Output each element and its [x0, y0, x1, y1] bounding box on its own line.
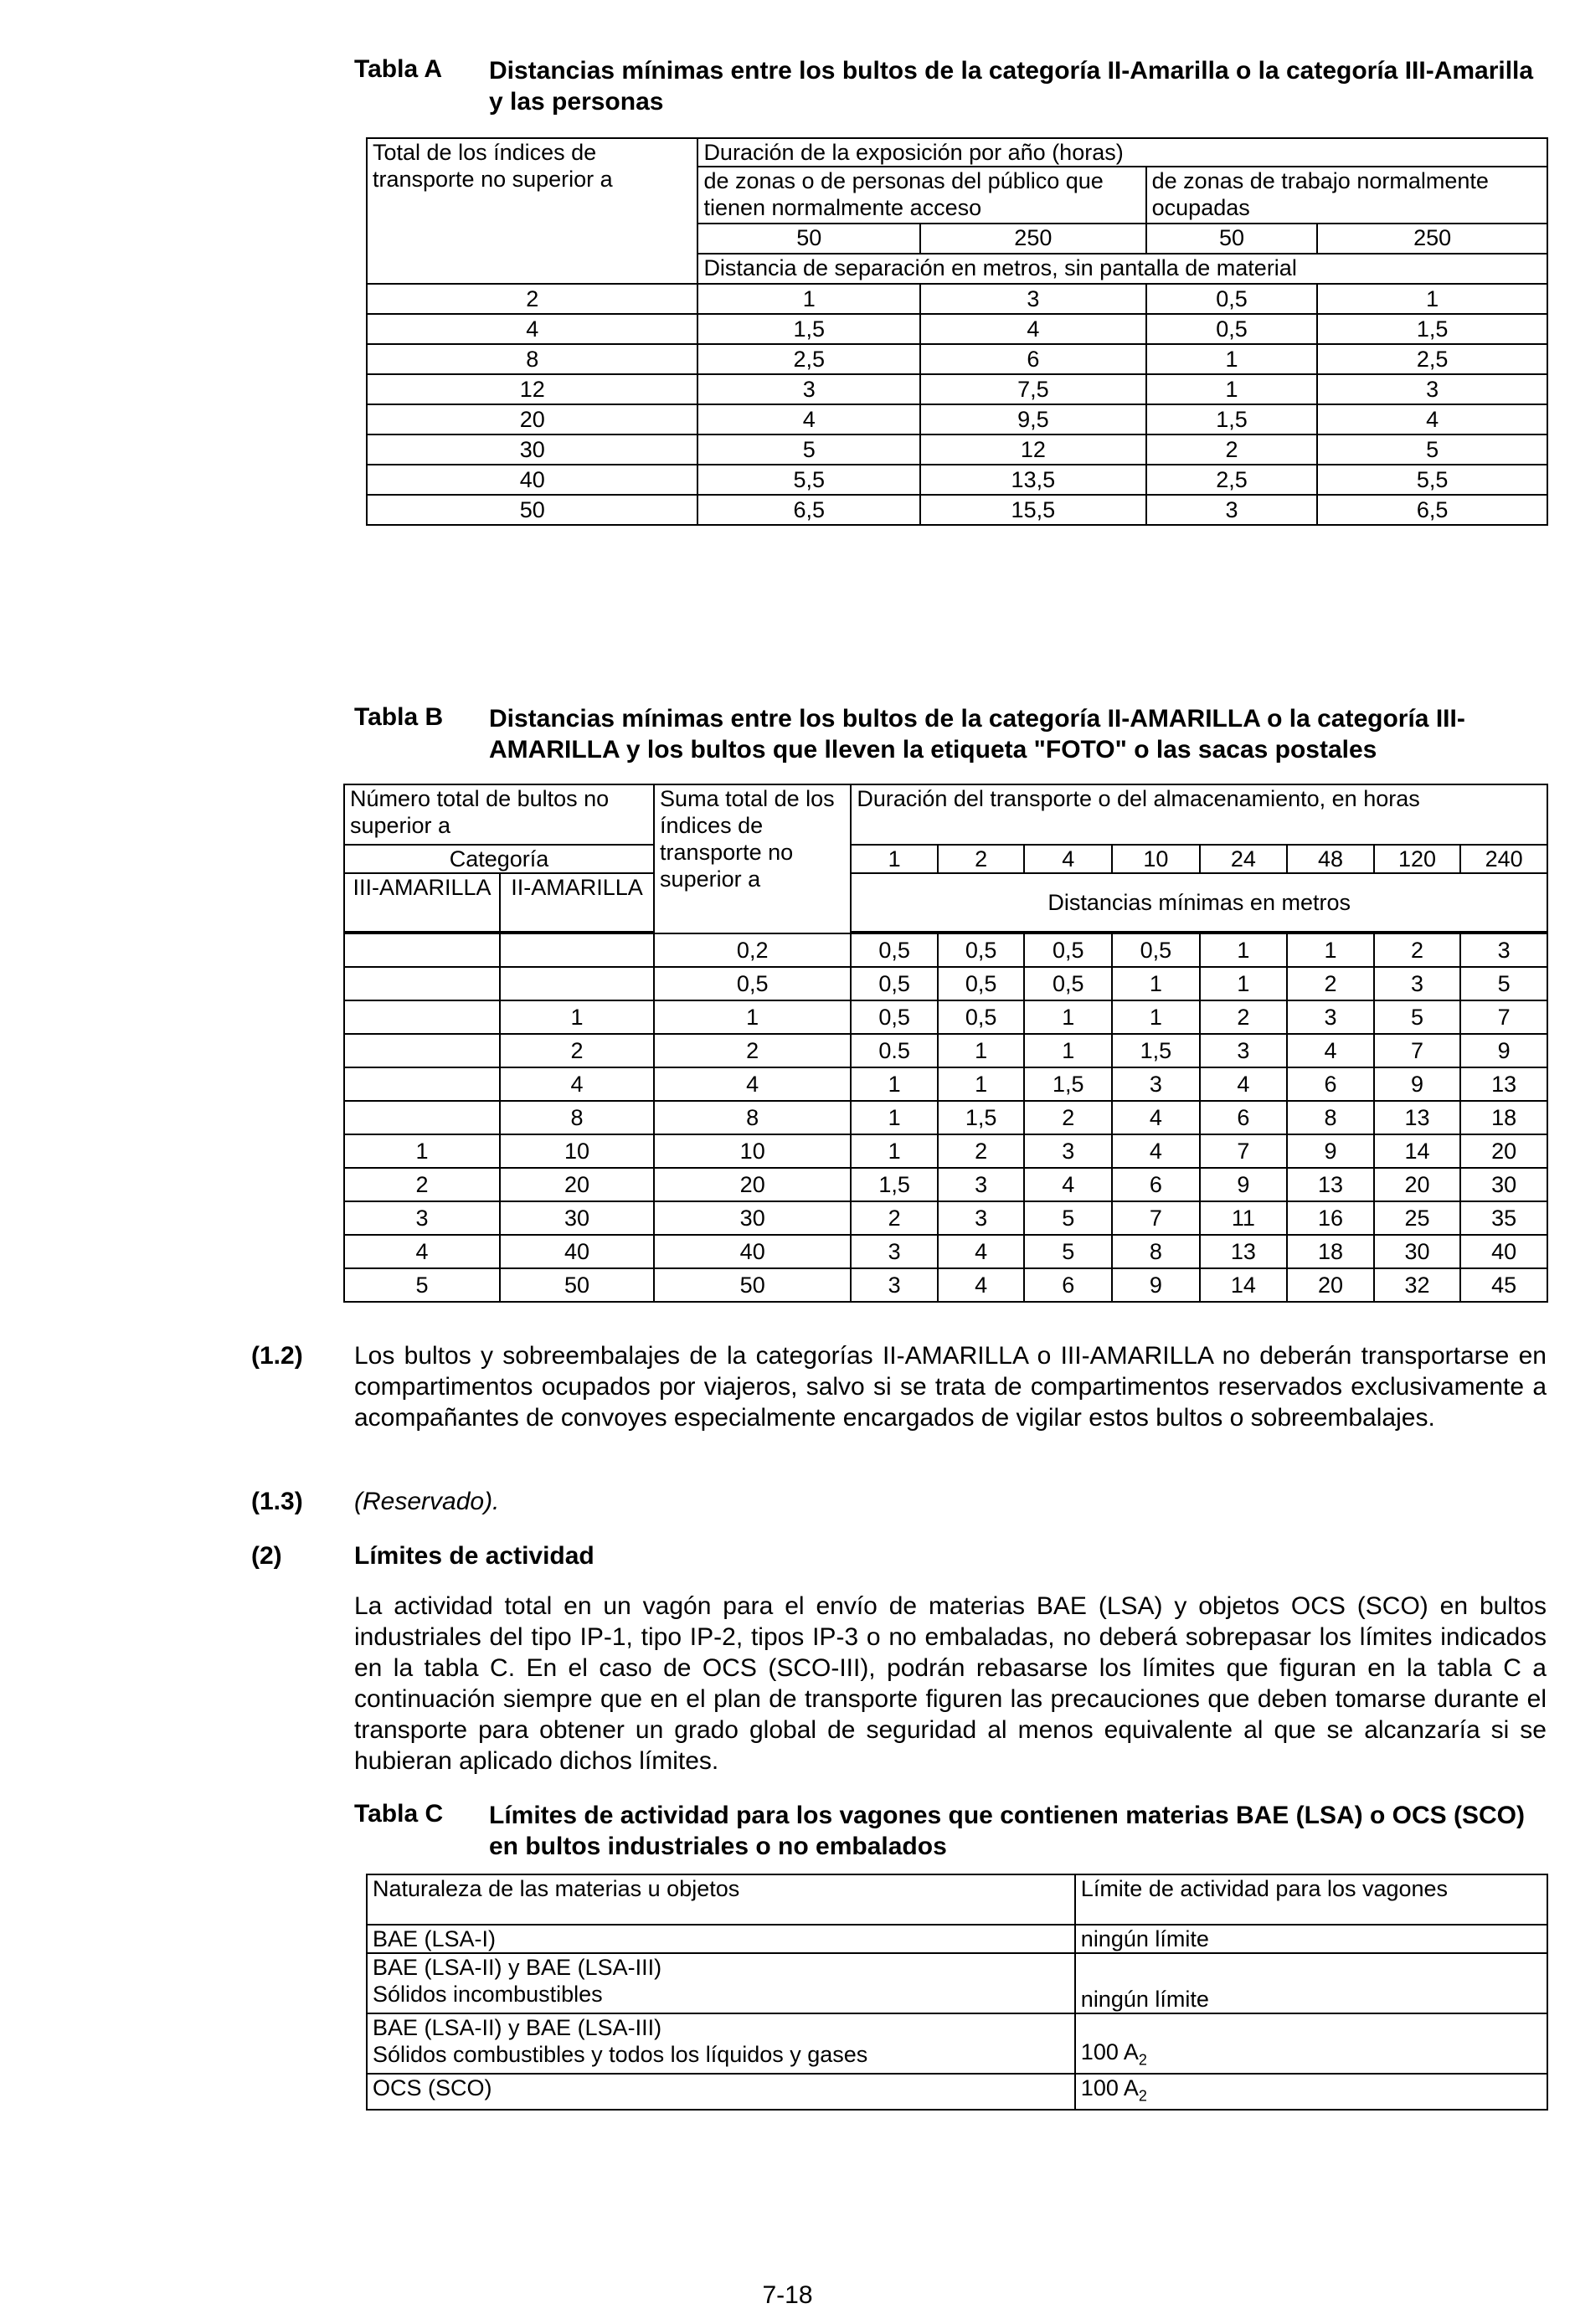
table-cell: 3	[344, 1201, 500, 1235]
table-row	[367, 434, 1547, 465]
table-cell: 5	[1024, 1201, 1112, 1235]
table-cell: 0,5	[1146, 284, 1318, 314]
table-row	[344, 1235, 1547, 1268]
table-c-cell-line: Sólidos incombustibles	[373, 1982, 603, 2007]
table-cell: 4	[938, 1235, 1025, 1268]
table-cell: 9	[1374, 1067, 1461, 1101]
table-cell: 2	[851, 1201, 938, 1235]
page-number: 7-18	[762, 2281, 813, 2309]
table-cell: 1	[938, 1067, 1025, 1101]
table-cell: 3	[1374, 967, 1461, 1000]
table-cell: 4	[697, 404, 920, 434]
table-cell: 0,5	[851, 967, 938, 1000]
table-cell: 13	[1460, 1067, 1547, 1101]
table-cell: 1	[654, 1000, 851, 1034]
table-cell: 8	[654, 1101, 851, 1134]
table-c-value: 100 A	[1080, 2075, 1139, 2100]
table-cell: 7	[1374, 1034, 1461, 1067]
table-b-header-number: Número total de bultos no superior a	[344, 784, 654, 845]
para-2-text: La actividad total en un vagón para el envío de materias BAE (LSA) y objetos OCS (SCO) en bultos industriales del tipo IP-1, tipo IP-2, tipos IP-3 o no embaladas, no deberá sobrepasar los límites indicados en la tabla C. En el caso de OCS (SCO-III), podrán rebasarse los límites que figuran en la tabla C a continuación siempre que en el plan de transporte figuren las precauciones que deben tomarse durante el transporte para obtener un grado global de seguridad al menos equivalente al que se alcanzaría si se hubieran aplicado dichos límites.	[354, 1592, 1547, 1775]
table-cell: 1,5	[851, 1168, 938, 1201]
table-cell: 0,5	[938, 1000, 1025, 1034]
table-c-cell-line: BAE (LSA-II) y BAE (LSA-III)	[373, 2015, 662, 2040]
table-b-header-iii-amarilla: III-AMARILLA	[344, 873, 500, 932]
table-c-cell: OCS (SCO)	[367, 2074, 1075, 2110]
table-b-hours-cell: 1	[851, 845, 938, 873]
table-cell: 6	[920, 344, 1146, 374]
table-cell: 3	[697, 374, 920, 404]
table-cell: 40	[654, 1235, 851, 1268]
table-c-cell-line: BAE (LSA-II) y BAE (LSA-III)	[373, 1955, 662, 1980]
table-cell: 0,5	[851, 1000, 938, 1034]
table-row	[344, 1134, 1547, 1168]
table-cell: 20	[1374, 1168, 1461, 1201]
table-cell: 2	[1374, 933, 1461, 967]
table-cell: 50	[500, 1268, 654, 1302]
table-cell: 1	[1024, 1034, 1112, 1067]
table-cell: 1	[697, 284, 920, 314]
table-c-cell	[367, 1953, 1075, 2013]
table-cell: 1,5	[697, 314, 920, 344]
table-cell: 1	[1112, 1000, 1200, 1034]
table-cell: 30	[367, 434, 697, 465]
table-cell: 0,5	[851, 933, 938, 967]
table-row	[344, 1201, 1547, 1235]
table-cell: 4	[500, 1067, 654, 1101]
table-cell: 9	[1200, 1168, 1288, 1201]
table-row	[344, 1034, 1547, 1067]
table-cell: 15,5	[920, 495, 1146, 525]
table-cell: 40	[367, 465, 697, 495]
table-cell: 10	[500, 1134, 654, 1168]
table-cell: 8	[1287, 1101, 1374, 1134]
table-cell: 3	[1024, 1134, 1112, 1168]
table-cell: 2	[1146, 434, 1318, 465]
table-cell: 20	[654, 1168, 851, 1201]
table-cell: 9	[1460, 1034, 1547, 1067]
table-cell: 13	[1287, 1168, 1374, 1201]
table-cell: 14	[1374, 1134, 1461, 1168]
table-cell: 6	[1200, 1101, 1288, 1134]
table-cell: 2	[1024, 1101, 1112, 1134]
table-cell	[344, 1000, 500, 1034]
table-row	[367, 404, 1547, 434]
table-cell: 1,5	[1146, 404, 1318, 434]
table-row	[344, 1067, 1547, 1101]
table-cell: 5	[1374, 1000, 1461, 1034]
table-cell: 8	[1112, 1235, 1200, 1268]
table-cell: 6,5	[697, 495, 920, 525]
table-cell: 2	[367, 284, 697, 314]
table-cell: 1	[1146, 374, 1318, 404]
table-cell: 1	[1200, 933, 1288, 967]
table-row	[367, 344, 1547, 374]
table-cell: 1,5	[1024, 1067, 1112, 1101]
table-cell: 18	[1287, 1235, 1374, 1268]
table-cell	[344, 1034, 500, 1067]
table-cell: 8	[367, 344, 697, 374]
table-b-hours-cell: 48	[1287, 845, 1374, 873]
table-c-cell	[1075, 2074, 1547, 2110]
table-cell: 1	[938, 1034, 1025, 1067]
table-cell: 3	[1317, 374, 1547, 404]
table-cell: 6,5	[1317, 495, 1547, 525]
table-cell: 8	[500, 1101, 654, 1134]
table-row	[344, 933, 1547, 967]
table-cell: 4	[1200, 1067, 1288, 1101]
table-cell: 7	[1460, 1000, 1547, 1034]
table-cell: 12	[367, 374, 697, 404]
para-1-2-text: Los bultos y sobreembalajes de la categorías II-AMARILLA o III-AMARILLA no deberán transportarse en compartimentos ocupados por viajeros, salvo si se trata de compartimentos reservados exclusivamente a acompañantes de convoyes especialmente encargados de vigilar estos bultos o sobreembalajes.	[354, 1342, 1547, 1432]
table-cell: 1,5	[1112, 1034, 1200, 1067]
table-row	[367, 495, 1547, 525]
table-cell: 5	[1460, 967, 1547, 1000]
table-row	[367, 374, 1547, 404]
table-cell	[500, 933, 654, 967]
table-cell: 45	[1460, 1268, 1547, 1302]
table-cell: 10	[654, 1134, 851, 1168]
table-a-hours-cell: 50	[1146, 224, 1318, 254]
para-1-2-number: (1.2)	[251, 1342, 303, 1370]
table-cell: 30	[654, 1201, 851, 1235]
table-cell: 2,5	[697, 344, 920, 374]
table-cell: 3	[920, 284, 1146, 314]
table-b-hours-cell: 2	[938, 845, 1025, 873]
table-cell: 50	[654, 1268, 851, 1302]
table-cell: 3	[851, 1235, 938, 1268]
table-cell: 7	[1112, 1201, 1200, 1235]
table-cell: 0.5	[851, 1034, 938, 1067]
para-1-3-number: (1.3)	[251, 1488, 303, 1515]
table-a-hours-cell: 50	[697, 224, 920, 254]
table-cell: 4	[367, 314, 697, 344]
table-cell: 1	[851, 1134, 938, 1168]
table-cell: 3	[1112, 1067, 1200, 1101]
table-row	[344, 1000, 1547, 1034]
table-b-header-sum: Suma total de los índices de transporte no superior a	[654, 784, 851, 933]
table-cell: 25	[1374, 1201, 1461, 1235]
table-cell: 1	[1146, 344, 1318, 374]
table-cell: 1	[851, 1067, 938, 1101]
table-a-title: Distancias mínimas entre los bultos de la categoría II-Amarilla o la categoría III-Amarilla y las personas	[489, 57, 1534, 116]
table-cell: 32	[1374, 1268, 1461, 1302]
table-cell	[344, 1067, 500, 1101]
table-c-cell: BAE (LSA-I)	[367, 1925, 1075, 1953]
table-c-cell	[367, 2013, 1075, 2074]
table-cell: 2	[344, 1168, 500, 1201]
table-row	[367, 314, 1547, 344]
table-a	[366, 137, 1548, 526]
table-cell	[344, 1101, 500, 1134]
table-row	[344, 1101, 1547, 1134]
table-cell: 1	[344, 1134, 500, 1168]
table-a-header-public: de zonas o de personas del público que tienen normalmente acceso	[697, 167, 1145, 224]
table-cell: 1	[1200, 967, 1288, 1000]
table-c	[366, 1874, 1548, 2111]
table-c-title: Límites de actividad para los vagones que contienen materias BAE (LSA) o OCS (SCO) en bultos industriales o no embalados	[489, 1802, 1525, 1860]
table-cell: 40	[500, 1235, 654, 1268]
table-cell: 7	[1200, 1134, 1288, 1168]
table-cell: 2	[1287, 967, 1374, 1000]
table-cell: 2	[1200, 1000, 1288, 1034]
table-b-hours-cell: 10	[1112, 845, 1200, 873]
table-cell: 0,5	[938, 933, 1025, 967]
table-cell: 0,5	[1146, 314, 1318, 344]
table-a-label: Tabla A	[354, 55, 443, 83]
table-cell: 13	[1374, 1101, 1461, 1134]
table-cell: 20	[1460, 1134, 1547, 1168]
table-cell: 6	[1024, 1268, 1112, 1302]
table-cell: 3	[1200, 1034, 1288, 1067]
table-c-header-nature: Naturaleza de las materias u objetos	[367, 1874, 1075, 1925]
table-cell: 4	[938, 1268, 1025, 1302]
table-cell: 5	[344, 1268, 500, 1302]
table-cell: 12	[920, 434, 1146, 465]
table-cell: 11	[1200, 1201, 1288, 1235]
table-c-cell: ningún límite	[1075, 1925, 1547, 1953]
table-cell: 20	[367, 404, 697, 434]
table-c-cell	[1075, 2013, 1547, 2074]
table-cell: 3	[1146, 495, 1318, 525]
table-cell: 30	[500, 1201, 654, 1235]
table-a-header-work: de zonas de trabajo normalmente ocupadas	[1146, 167, 1547, 224]
table-a-body	[367, 284, 1547, 525]
table-c-cell: ningún límite	[1075, 1953, 1547, 2013]
table-a-hours-cell: 250	[1317, 224, 1547, 254]
table-b-body	[344, 933, 1547, 1302]
table-a-header-distance: Distancia de separación en metros, sin pantalla de material	[697, 254, 1547, 284]
table-cell: 5	[1317, 434, 1547, 465]
table-cell: 4	[344, 1235, 500, 1268]
table-cell: 6	[1287, 1067, 1374, 1101]
table-cell: 30	[1374, 1235, 1461, 1268]
table-cell: 0,5	[1112, 933, 1200, 967]
table-c-value: 100 A	[1080, 2039, 1139, 2064]
table-cell: 1	[500, 1000, 654, 1034]
table-cell: 16	[1287, 1201, 1374, 1235]
table-cell: 1	[1024, 1000, 1112, 1034]
table-cell	[344, 933, 500, 967]
table-cell: 1	[1112, 967, 1200, 1000]
table-cell	[344, 967, 500, 1000]
table-cell: 13	[1200, 1235, 1288, 1268]
table-b-header-ii-amarilla: II-AMARILLA	[500, 873, 654, 932]
table-cell: 20	[1287, 1268, 1374, 1302]
table-c-label: Tabla C	[354, 1800, 444, 1828]
table-b-hours-cell: 4	[1024, 845, 1112, 873]
table-cell: 1	[1317, 284, 1547, 314]
table-cell: 3	[851, 1268, 938, 1302]
table-cell: 20	[500, 1168, 654, 1201]
table-cell: 0,2	[654, 933, 851, 967]
table-cell: 14	[1200, 1268, 1288, 1302]
table-row	[367, 284, 1547, 314]
table-cell: 2	[500, 1034, 654, 1067]
table-cell: 6	[1112, 1168, 1200, 1201]
table-cell: 2	[938, 1134, 1025, 1168]
table-row	[367, 465, 1547, 495]
table-b	[343, 784, 1548, 1303]
table-cell: 5,5	[697, 465, 920, 495]
table-cell: 5	[1024, 1235, 1112, 1268]
para-2-number: (2)	[251, 1542, 282, 1570]
table-cell: 4	[1112, 1101, 1200, 1134]
table-b-title: Distancias mínimas entre los bultos de la categoría II-AMARILLA o la categoría III-AMARILLA y los bultos que lleven la etiqueta "FOTO" o las sacas postales	[489, 705, 1465, 764]
table-row	[344, 1268, 1547, 1302]
table-cell: 3	[938, 1201, 1025, 1235]
table-cell: 2	[654, 1034, 851, 1067]
table-cell	[500, 967, 654, 1000]
table-b-header-duration: Duración del transporte o del almacenamiento, en horas	[851, 784, 1547, 845]
table-cell: 4	[920, 314, 1146, 344]
table-cell: 4	[1317, 404, 1547, 434]
table-cell: 18	[1460, 1101, 1547, 1134]
para-1-3-text: (Reservado).	[354, 1488, 500, 1515]
table-b-header-distances: Distancias mínimas en metros	[851, 873, 1547, 932]
table-cell: 0,5	[1024, 967, 1112, 1000]
table-c-subscript: 2	[1138, 2087, 1147, 2105]
table-cell: 2,5	[1317, 344, 1547, 374]
table-cell: 5,5	[1317, 465, 1547, 495]
table-b-header-category: Categoría	[344, 845, 654, 873]
table-row	[344, 967, 1547, 1000]
table-cell: 0,5	[654, 967, 851, 1000]
table-cell: 30	[1460, 1168, 1547, 1201]
table-a-hours-cell: 250	[920, 224, 1146, 254]
table-cell: 1,5	[1317, 314, 1547, 344]
table-b-hours-cell: 24	[1200, 845, 1288, 873]
table-cell: 7,5	[920, 374, 1146, 404]
table-cell: 0,5	[938, 967, 1025, 1000]
table-cell: 40	[1460, 1235, 1547, 1268]
table-cell: 1	[851, 1101, 938, 1134]
table-cell: 9,5	[920, 404, 1146, 434]
table-cell: 35	[1460, 1201, 1547, 1235]
table-cell: 50	[367, 495, 697, 525]
table-cell: 2,5	[1146, 465, 1318, 495]
table-cell: 9	[1112, 1268, 1200, 1302]
table-cell: 9	[1287, 1134, 1374, 1168]
table-cell: 0,5	[1024, 933, 1112, 967]
table-cell: 1,5	[938, 1101, 1025, 1134]
table-cell: 1	[1287, 933, 1374, 967]
table-cell: 3	[1460, 933, 1547, 967]
table-cell: 5	[697, 434, 920, 465]
table-a-header-duration: Duración de la exposición por año (horas)	[697, 138, 1547, 167]
table-c-header-limit: Límite de actividad para los vagones	[1075, 1874, 1547, 1925]
table-cell: 4	[1287, 1034, 1374, 1067]
table-b-hours-cell: 120	[1374, 845, 1461, 873]
table-cell: 3	[938, 1168, 1025, 1201]
table-cell: 4	[654, 1067, 851, 1101]
table-a-header-total: Total de los índices de transporte no superior a	[367, 138, 697, 284]
table-b-hours-cell: 240	[1460, 845, 1547, 873]
table-c-subscript: 2	[1138, 2051, 1147, 2068]
table-cell: 4	[1024, 1168, 1112, 1201]
table-cell: 4	[1112, 1134, 1200, 1168]
para-2-heading: Límites de actividad	[354, 1542, 594, 1570]
table-cell: 13,5	[920, 465, 1146, 495]
table-row	[344, 1168, 1547, 1201]
table-c-cell-line: Sólidos combustibles y todos los líquidos y gases	[373, 2042, 868, 2067]
table-cell: 3	[1287, 1000, 1374, 1034]
table-b-label: Tabla B	[354, 703, 444, 731]
